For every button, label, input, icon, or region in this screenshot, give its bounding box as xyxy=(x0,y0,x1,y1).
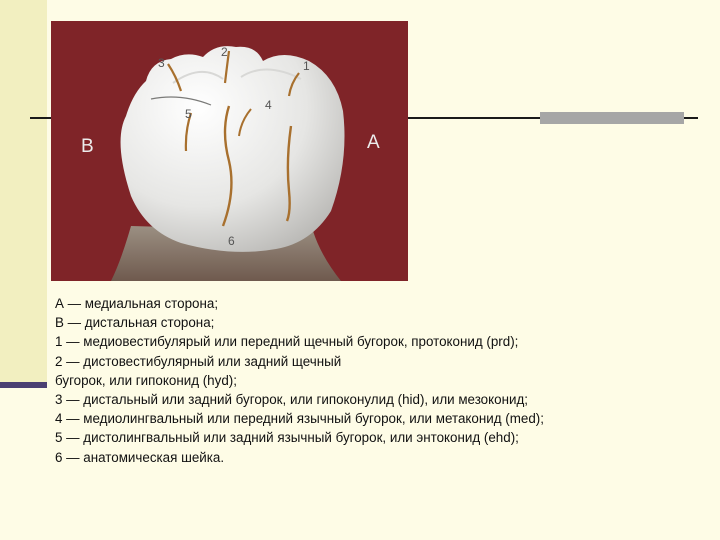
cusp-number-5: 5 xyxy=(185,107,192,121)
caption-line-5: 5 — дистолингвальный или задний язычный бугорок, или энтоконид (ehd); xyxy=(55,430,519,446)
caption-line-a: А — медиальная сторона; xyxy=(55,296,219,311)
label-b: B xyxy=(81,136,94,157)
figure-caption xyxy=(55,294,715,467)
left-accent-bar xyxy=(0,382,47,388)
caption-line-3: 3 — дистальный или задний бугорок, или гипоконулид (hid), или мезоконид; xyxy=(55,392,528,408)
label-a: A xyxy=(367,132,380,153)
tooth-crown xyxy=(121,46,345,252)
gray-accent-block xyxy=(540,112,684,124)
caption-line-1: 1 — медиовестибулярый или передний щечный бугорок, протоконид (prd); xyxy=(55,334,519,350)
left-decorative-band xyxy=(0,0,47,382)
caption-line-2-cont: бугорок, или гипоконид (hyd); xyxy=(55,372,237,388)
cusp-number-2: 2 xyxy=(221,45,228,59)
cusp-number-4: 4 xyxy=(265,98,272,112)
caption-line-6: 6 — анатомическая шейка. xyxy=(55,449,225,465)
tooth-photo xyxy=(51,21,408,281)
caption-line-4: 4 — медиолингвальный или передний язычный бугорок, или метаконид (med); xyxy=(55,411,544,427)
cusp-number-1: 1 xyxy=(303,59,310,73)
cusp-number-3: 3 xyxy=(158,56,165,70)
caption-line-2: 2 — дистовестибулярный или задний щечный xyxy=(55,353,342,369)
caption-line-b: В — дистальная сторона; xyxy=(55,315,215,331)
neck-number-6: 6 xyxy=(228,234,235,248)
